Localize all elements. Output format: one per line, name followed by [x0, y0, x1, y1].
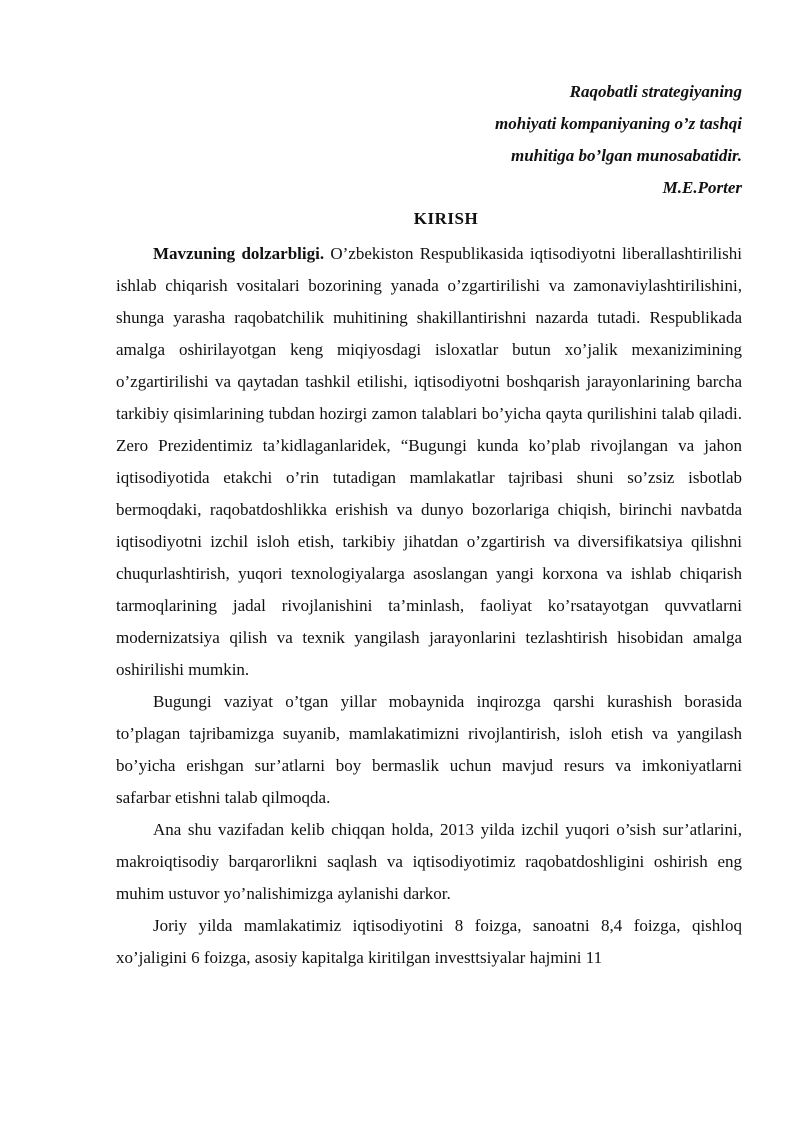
epigraph-author: M.E.Porter [662, 178, 742, 197]
paragraph-text: Bugungi vaziyat o’tgan yillar mobaynida inqirozga qarshi kurashish borasida to’plagan tajribamizga suyanib, mamlakatimizni rivojlantirish, isloh etish va yangilash bo’yicha erishgan sur’atlarni boy bermaslik uchun mavjud resurs va imkoniyatlarni safarbar etishni talab qilmoqda. [116, 692, 742, 807]
paragraph-text: O’zbekiston Respublikasida iqtisodiyotni liberallashtirilishi ishlab chiqarish vositalari bozorining yanada o’zgartirilishi va zamonaviylashtirilishini, shunga yarasha raqobatchilik muhitining shakillantirishni nazarda tutadi. Respublikada amalga oshirilayotgan keng miqiyosdagi isloxatlar butun xo’jalik mexanizimining o’zgartirilishi va qaytadan tashkil etilishi, iqtisodiyotni boshqarish jarayonlarining barcha tarkibiy qisimlarining tubdan hozirgi zamon talablari bo’yicha qayta qurilishini talab qiladi. Zero Prezidentimiz ta’kidlaganlaridek, “Bugungi kunda ko’plab rivojlangan va jahon iqtisodiyotida etakchi o’rin tutadigan mamlakatlar tajribasi shuni so’zsiz isbotlab bermoqdaki, raqobatdoshlikka erishish va dunyo bozorlariga chiqish, birinchi navbatda iqtisodiyotni izchil isloh etish, tarkibiy jihatdan o’zgartirish va diversifikatsiya qilishni chuqurlashtirish, yuqori texnologiyalarga asoslangan yangi korxona va ishlab chiqarish tarmoqlarining jadal rivojlanishini ta’minlash, faoliyat ko’rsatayotgan quvvatlarni modernizatsiya qilish va texnik yangilash jarayonlarini tezlashtirish hisobidan amalga oshirilishi mumkin. [116, 244, 742, 679]
epigraph [495, 76, 742, 204]
epigraph-line: muhitiga bo’lgan munosabatidir. [511, 146, 742, 165]
epigraph-line: Raqobatli strategiyaning [569, 82, 742, 101]
body-text [116, 238, 742, 974]
paragraph-text: Joriy yilda mamlakatimiz iqtisodiyotini 8 foizga, sanoatni 8,4 foizga, qishloq xo’jaligini 6 foizga, asosiy kapitalga kiritilgan investtsiyalar hajmini 11 [116, 916, 742, 967]
paragraph [116, 686, 742, 814]
section-heading: KIRISH [413, 209, 479, 228]
paragraph [116, 238, 742, 686]
paragraph-text: Ana shu vazifadan kelib chiqqan holda, 2013 yilda izchil yuqori o’sish sur’atlarini, makroiqtisodiy barqarorlikni saqlash va iqtisodiyotimiz raqobatdoshligini oshirish eng muhim ustuvor yo’nalishimizga aylanishi darkor. [116, 820, 742, 903]
paragraph-lead: Mavzuning dolzarbligi. [153, 244, 325, 263]
paragraph [116, 814, 742, 910]
epigraph-line: mohiyati kompaniyaning o’z tashqi [494, 114, 742, 133]
paragraph [116, 910, 742, 974]
